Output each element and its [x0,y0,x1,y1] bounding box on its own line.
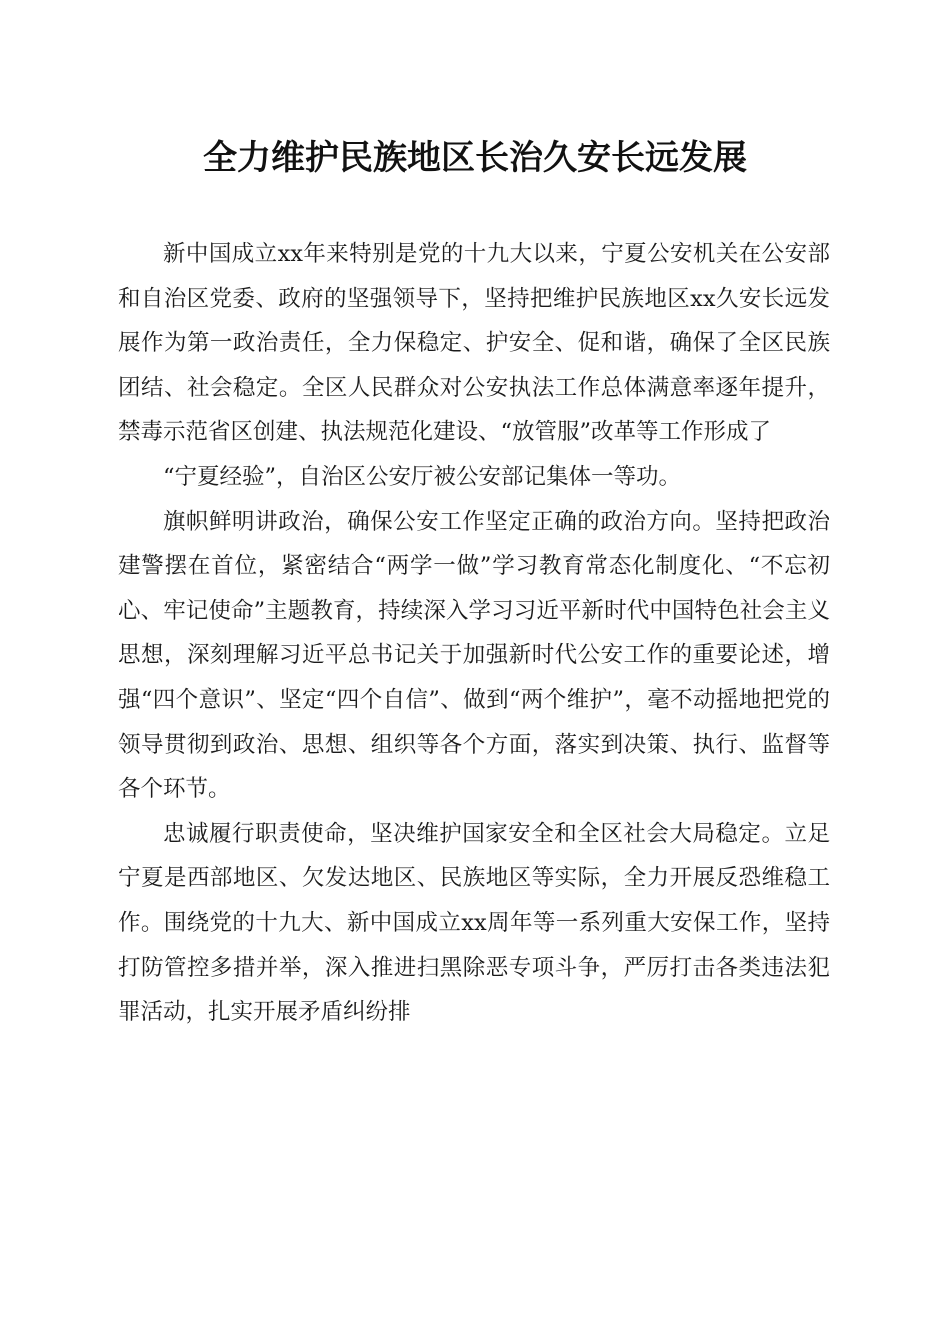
document-body [118,232,830,1035]
paragraph-3: 旗帜鲜明讲政治，确保公安工作坚定正确的政治方向。坚持把政治建警摆在首位，紧密结合“两学一做”学习教育常态化制度化、“不忘初心、牢记使命”主题教育，持续深入学习习近平新时代中国特色社会主义思想，深刻理解习近平总书记关于加强新时代公安工作的重要论述，增强“四个意识”、坚定“四个自信”、做到“两个维护”，毫不动摇地把党的领导贯彻到政治、思想、组织等各个方面，落实到决策、执行、监督等各个环节。 [118,508,830,803]
document-title: 全力维护民族地区长治久安长远发展 [203,138,747,178]
paragraph-2: “宁夏经验”，自治区公安厅被公安部记集体一等功。 [163,463,682,490]
paragraph-1: 新中国成立xx年来特别是党的十九大以来，宁夏公安机关在公安部和自治区党委、政府的坚强领导下，坚持把维护民族地区xx久安长远发展作为第一政治责任，全力保稳定、护安全、促和谐，确保了全区民族团结、社会稳定。全区人民群众对公安执法工作总体满意率逐年提升，禁毒示范省区创建、执法规范化建设、“放管服”改革等工作形成了 [118,241,830,446]
paragraph-4: 忠诚履行职责使命，坚决维护国家安全和全区社会大局稳定。立足宁夏是西部地区、欠发达地区、民族地区等实际，全力开展反恐维稳工作。围绕党的十九大、新中国成立xx周年等一系列重大安保工作，坚持打防管控多措并举，深入推进扫黑除恶专项斗争，严厉打击各类违法犯罪活动，扎实开展矛盾纠纷排 [118,820,830,1026]
